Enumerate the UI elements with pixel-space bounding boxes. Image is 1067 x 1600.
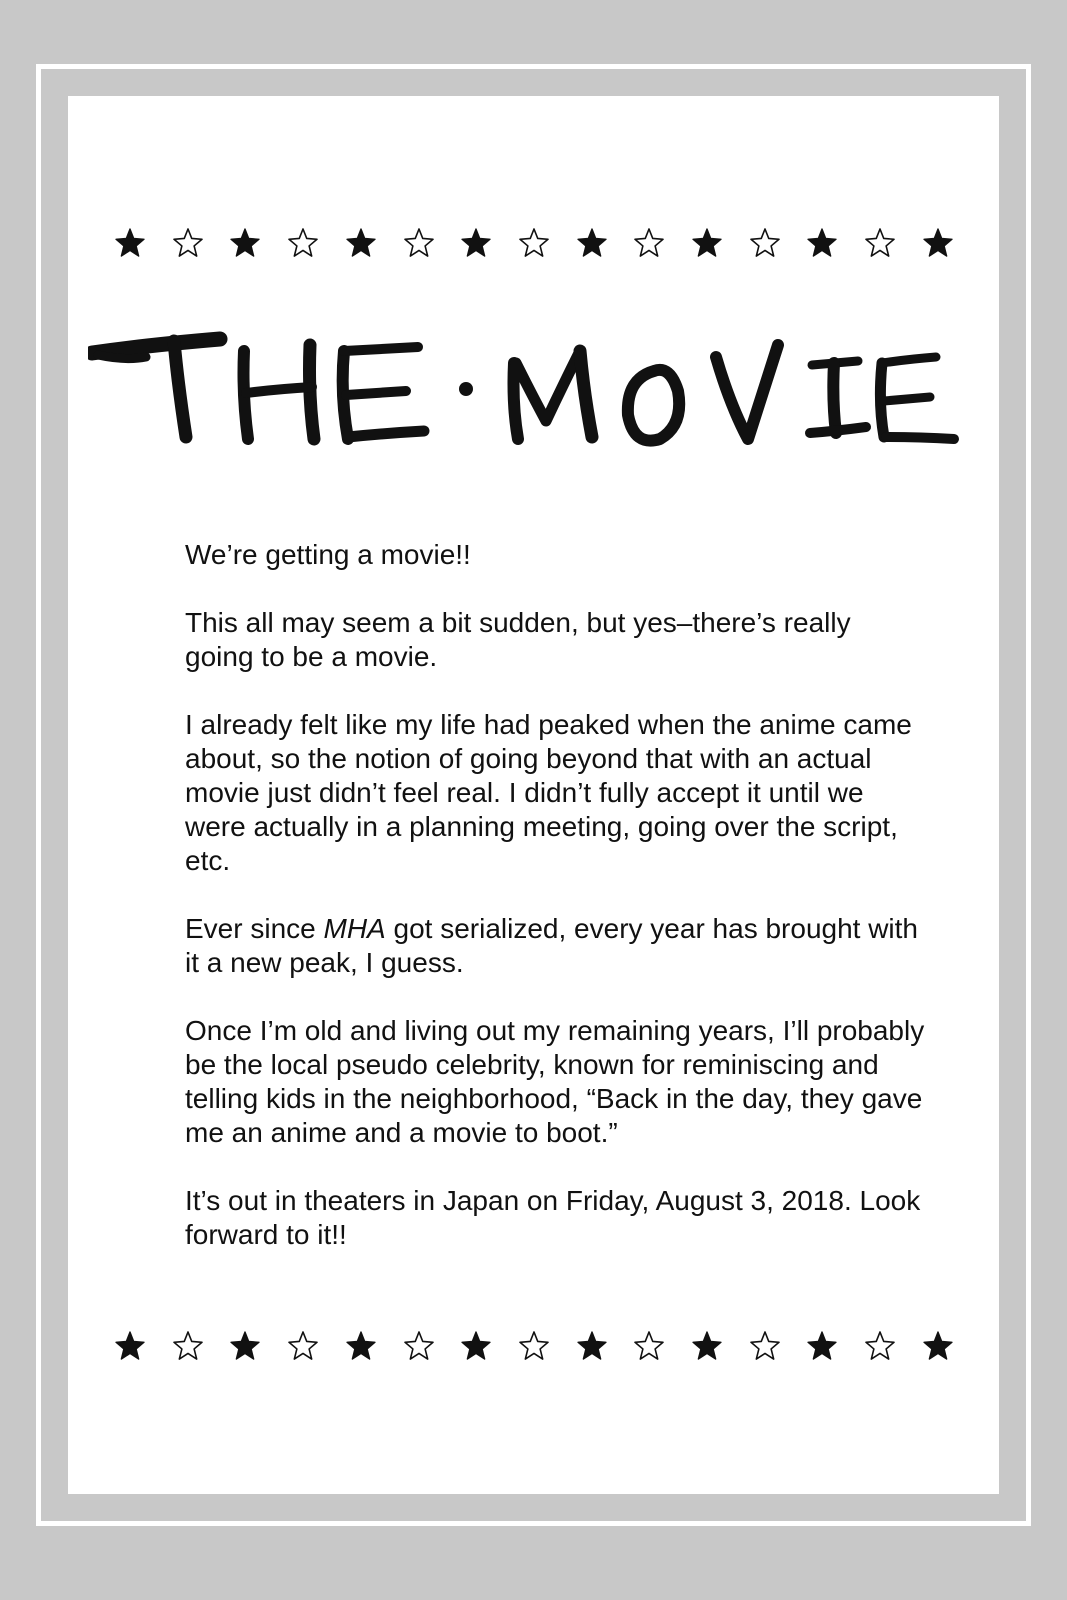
paragraph-2: This all may seem a bit sudden, but yes–there’s really going to be a movie. bbox=[185, 607, 851, 672]
paragraph-4 bbox=[185, 912, 925, 980]
star-filled-icon bbox=[113, 226, 147, 260]
star-outline-icon bbox=[171, 226, 205, 260]
letter-body bbox=[185, 538, 925, 1252]
star-outline-icon bbox=[517, 1329, 551, 1363]
star-outline-icon bbox=[402, 226, 436, 260]
star-outline-icon bbox=[863, 1329, 897, 1363]
star-filled-icon bbox=[344, 1329, 378, 1363]
paragraph-4-end: got serialized, every year has brought with it a new peak, I guess. bbox=[185, 913, 919, 978]
star-outline-icon bbox=[863, 226, 897, 260]
star-outline-icon bbox=[748, 226, 782, 260]
series-title: MHA bbox=[323, 913, 386, 944]
paragraph-5: Once I’m old and living out my remaining years, I’ll probably be the local pseudo celebrity, known for reminiscing and telling kids in the neighborhood, “Back in the day, they gave me an anime and a movie to boot.” bbox=[185, 1015, 925, 1148]
paragraph-1: We’re getting a movie!! bbox=[185, 539, 471, 570]
star-outline-icon bbox=[171, 1329, 205, 1363]
star-outline-icon bbox=[402, 1329, 436, 1363]
star-outline-icon bbox=[632, 226, 666, 260]
page-title bbox=[88, 315, 978, 465]
star-outline-icon bbox=[286, 1329, 320, 1363]
star-filled-icon bbox=[113, 1329, 147, 1363]
brush-title-art bbox=[88, 315, 978, 465]
star-filled-icon bbox=[805, 226, 839, 260]
title-dot bbox=[459, 382, 473, 396]
star-outline-icon bbox=[286, 226, 320, 260]
star-filled-icon bbox=[690, 226, 724, 260]
star-filled-icon bbox=[921, 1329, 955, 1363]
paragraph-3: I already felt like my life had peaked when the anime came about, so the notion of going beyond that with an actual movie just didn’t feel real. I didn’t fully accept it until we were actually in a planning meeting, going over the script, etc. bbox=[185, 709, 912, 876]
star-filled-icon bbox=[459, 1329, 493, 1363]
star-filled-icon bbox=[459, 226, 493, 260]
paragraph-6: It’s out in theaters in Japan on Friday, August 3, 2018. Look forward to it!! bbox=[185, 1185, 921, 1250]
star-filled-icon bbox=[575, 1329, 609, 1363]
star-outline-icon bbox=[517, 226, 551, 260]
star-row-bottom bbox=[113, 1329, 955, 1363]
star-filled-icon bbox=[921, 226, 955, 260]
star-filled-icon bbox=[228, 1329, 262, 1363]
paragraph-4-start: Ever since bbox=[185, 913, 324, 944]
star-filled-icon bbox=[228, 226, 262, 260]
star-outline-icon bbox=[632, 1329, 666, 1363]
star-filled-icon bbox=[805, 1329, 839, 1363]
star-row-top bbox=[113, 226, 955, 260]
star-filled-icon bbox=[575, 226, 609, 260]
star-filled-icon bbox=[690, 1329, 724, 1363]
star-filled-icon bbox=[344, 226, 378, 260]
star-outline-icon bbox=[748, 1329, 782, 1363]
